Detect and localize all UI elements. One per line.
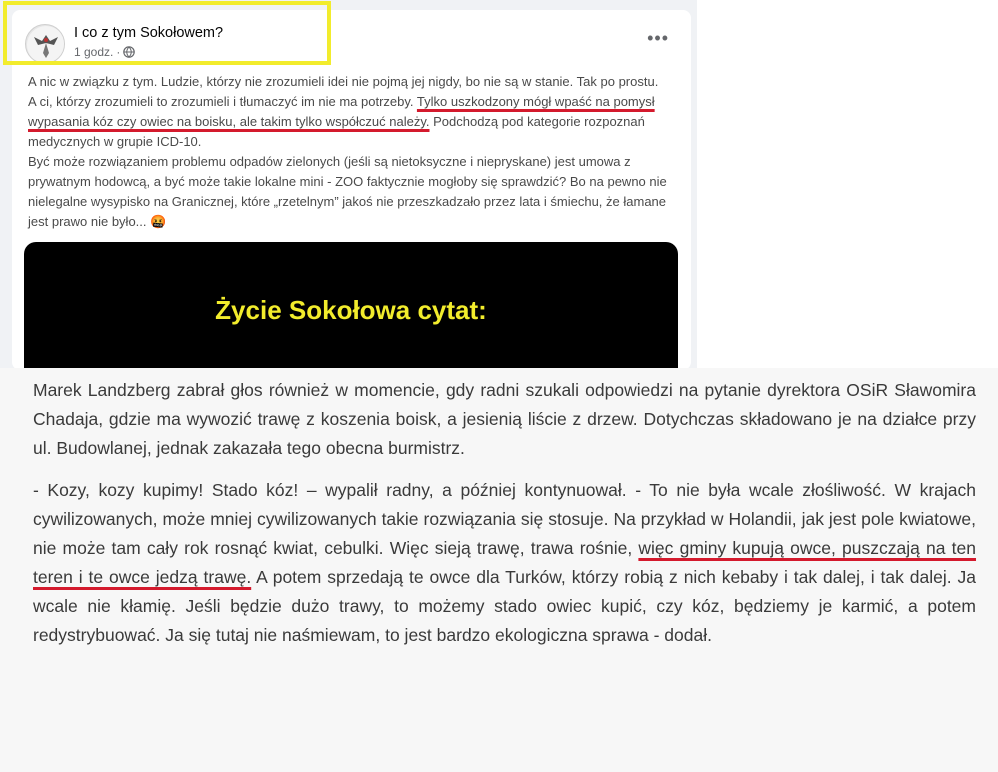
post-text-segment: Podchodzą pod kategorie rozpoznań medycznych w grupie ICD-10.	[28, 114, 645, 149]
meta-separator: ·	[116, 45, 121, 59]
blank-area	[697, 0, 998, 368]
page-name[interactable]: I co z tym Sokołowem?	[74, 25, 224, 41]
post-time[interactable]: 1 godz.	[74, 45, 114, 59]
underlined-text: więc gminy kupują owce, puszczają na ten teren i te owce jedzą trawę.	[33, 538, 977, 587]
article-text	[33, 376, 976, 663]
article-text-segment: - Kozy, kozy kupimy! Stado kóz! – wypalił radny, a później kontynuował. - To nie była wcale złośliwość. W krajach cywilizowanych, może mniej cywilizowanych takie rozwiązania się stosuje. Na przykład w Holandii, jak jest pole kwiatowe, nie może tam cały rok rosnąć kwiat, cebulki. Więc sieją trawę, trawa rośnie,	[33, 480, 976, 558]
article-text-segment: A potem sprzedają te owce dla Turków, którzy robią z nich kebaby i tak dalej, i tak dalej. Ja wcale nie kłamię. Jeśli będzie dużo trawy, to możemy stado owiec kupić, czy kóz, będziemy je karmić, a potem redystrybuować. Ja się tutaj nie naśmiewam, to jest bardzo ekologiczna sprawa - dodał.	[33, 567, 976, 645]
post-text	[28, 72, 668, 232]
post-paragraph-2: Być może rozwiązaniem problemu odpadów zielonych (jeśli są nietoksyczne i niepryskane) jest umowa z prywatnym hodowcą, a być może takie lokalne mini - ZOO faktycznie mogłoby się sprawdzić? Bo na pewno nie nielegalne wysypisko na Granicznej, które „rzetelnym” jakoś nie przeszkadzało przez lata i śmiechu, że łamane jest prawo nie było... 🤬	[28, 154, 667, 229]
video-caption: Życie Sokołowa cytat:	[215, 295, 487, 325]
article-paragraph-1: Marek Landzberg zabrał głos również w momencie, gdy radni szukali odpowiedzi na pytanie dyrektora OSiR Sławomira Chadaja, gdzie ma wywozić trawę z koszenia boisk, a jesienią liście z drzew. Dotychczas składowano je na działce przy ul. Budowlanej, jednak zakazała tego obecna burmistrz.	[33, 380, 976, 458]
yellow-highlight-frame	[3, 1, 331, 65]
underlined-text: Tylko uszkodzony mógł wpaść na pomysł wypasania kóz czy owiec na boisku, ale takim tylko współczuć należy.	[28, 94, 655, 129]
post-text-segment: A nic w związku z tym. Ludzie, którzy nie zrozumieli idei nie pojmą jej nigdy, bo nie są w stanie. Tak po prostu. A ci, którzy zrozumieli to zrozumieli i tłumaczyć im nie ma potrzeby.	[28, 74, 659, 109]
article-excerpt	[0, 368, 998, 772]
article-paragraph-2	[33, 476, 976, 650]
video-thumbnail[interactable]	[24, 242, 678, 370]
post-paragraph-1	[28, 72, 668, 152]
more-options-icon[interactable]: •••	[647, 28, 669, 48]
